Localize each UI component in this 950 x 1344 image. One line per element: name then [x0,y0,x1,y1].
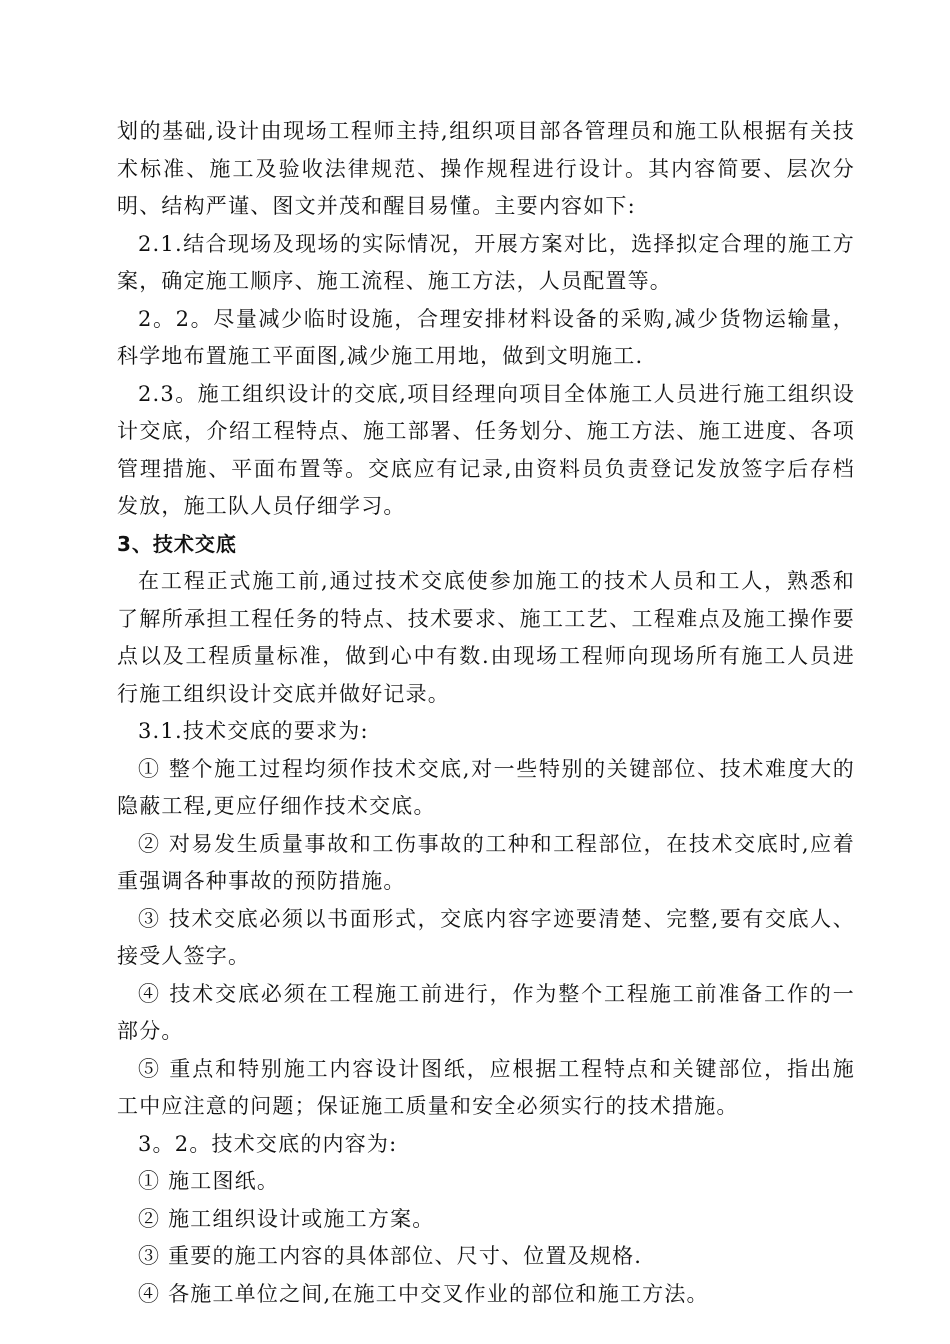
list-item-content-1: ① 施工图纸。 [138,1169,280,1193]
list-item-requirement-2: ② 对易发生质量事故和工伤事故的工种和工程部位，在技术交底时,应着重强调各种事故的预防措施。 [117,831,855,893]
list-item-requirement-5: ⑤ 重点和特别施工内容设计图纸，应根据工程特点和关键部位，指出施工中应注意的问题；保证施工质量和安全必须实行的技术措施。 [117,1056,855,1118]
paragraph-intro-continuation: 划的基础,设计由现场工程师主持,组织项目部各管理员和施工队根据有关技术标准、施工及验收法律规范、操作规程进行设计。其内容简要、层次分明、结构严谨、图文并茂和醒目易懂。主要内容如下: [117,119,855,218]
paragraph-3-1-heading: 3.1.技术交底的要求为: [138,719,369,743]
paragraph-section-3-intro: 在工程正式施工前,通过技术交底使参加施工的技术人员和工人，熟悉和了解所承担工程任务的特点、技术要求、施工工艺、工程难点及施工操作要点以及工程质量标准，做到心中有数.由现场工程师向现场所有施工人员进行施工组织设计交底并做好记录。 [117,569,855,706]
list-item-requirement-4: ④ 技术交底必须在工程施工前进行，作为整个工程施工前准备工作的一部分。 [117,981,855,1043]
paragraph-2-3: 2.3。施工组织设计的交底,项目经理向项目全体施工人员进行施工组织设计交底，介绍工程特点、施工部署、任务划分、施工方法、施工进度、各项管理措施、平面布置等。交底应有记录,由资料员负责登记发放签字后存档发放，施工队人员仔细学习。 [117,381,855,518]
paragraph-2-1: 2.1.结合现场及现场的实际情况，开展方案对比，选择拟定合理的施工方案，确定施工顺序、施工流程、施工方法，人员配置等。 [117,231,855,293]
paragraph-2-2: 2。2。尽量减少临时设施，合理安排材料设备的采购,减少货物运输量，科学地布置施工平面图,减少施工用地，做到文明施工. [117,306,855,368]
list-item-content-4: ④ 各施工单位之间,在施工中交叉作业的部位和施工方法。 [138,1281,709,1306]
document-body [117,113,855,1313]
list-item-content-3: ③ 重要的施工内容的具体部位、尺寸、位置及规格. [138,1244,643,1268]
paragraph-3-2-heading: 3。2。技术交底的内容为: [138,1131,398,1156]
list-item-content-2: ② 施工组织设计或施工方案。 [138,1206,435,1231]
section-heading-technical-disclosure: 3、技术交底 [117,531,237,556]
list-item-requirement-1: ① 整个施工过程均须作技术交底,对一些特别的关键部位、技术难度大的隐蔽工程,更应仔细作技术交底。 [117,756,855,818]
list-item-requirement-3: ③ 技术交底必须以书面形式，交底内容字迹要清楚、完整,要有交底人、接受人签字。 [117,906,855,968]
